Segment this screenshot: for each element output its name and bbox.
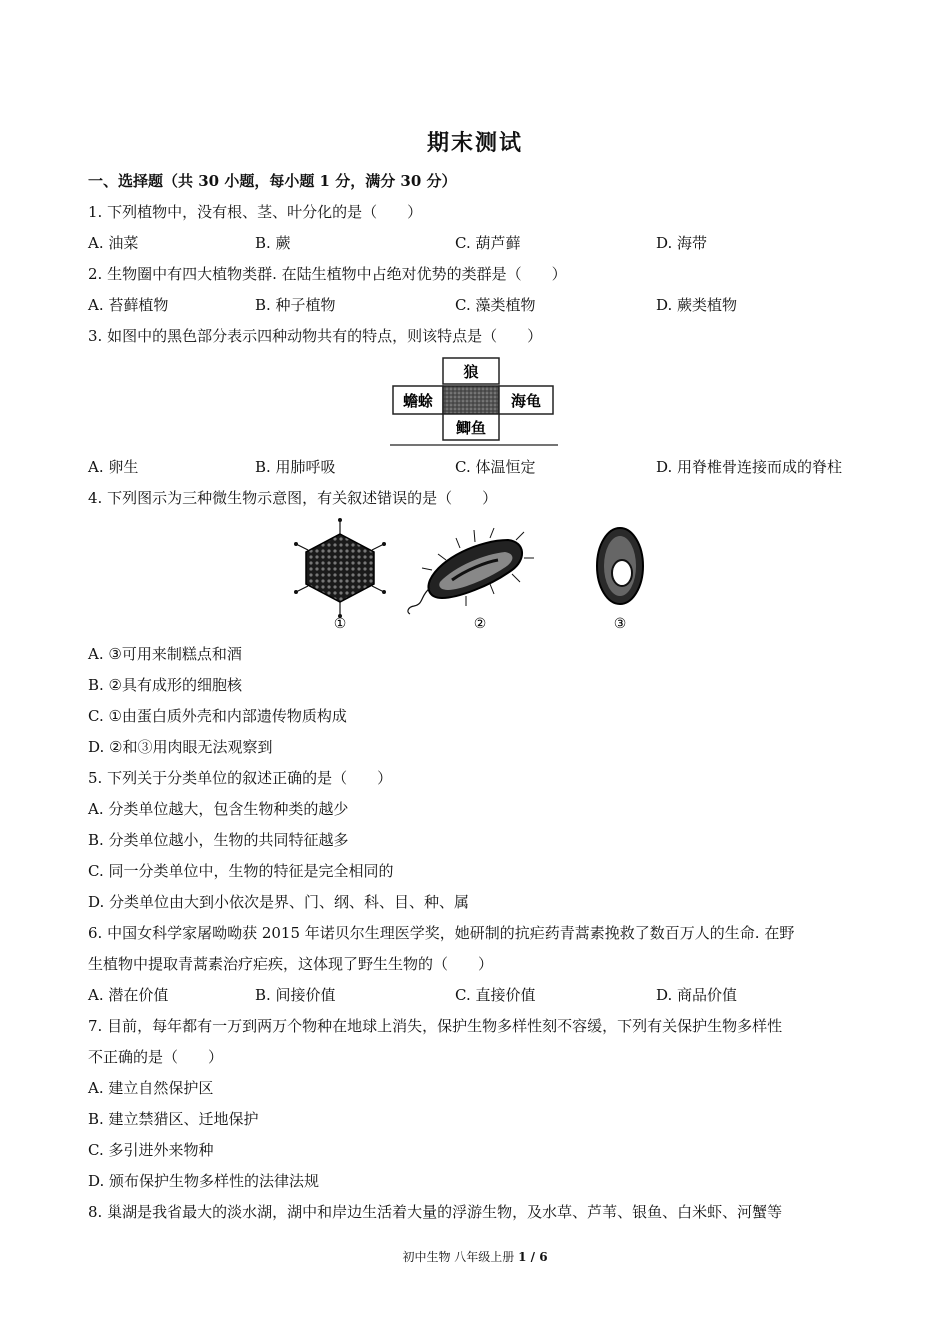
q2-option-b: B. 种子植物 [255, 296, 336, 314]
question-3-stem: 3. 如图中的黑色部分表示四种动物共有的特点，则该特点是（ ） [88, 327, 543, 345]
question-1-stem: 1. 下列植物中，没有根、茎、叶分化的是（ ） [88, 203, 423, 221]
question-2-stem: 2. 生物圈中有四大植物类群. 在陆生植物中占绝对优势的类群是（ ） [88, 265, 567, 283]
label-carp: 鲫鱼 [455, 419, 487, 437]
label-turtle: 海龟 [510, 392, 542, 410]
q4-option-d: D. ②和③用肉眼无法观察到 [88, 738, 273, 756]
figure-label-3: ③ [613, 616, 627, 632]
q1-option-a: A. 油菜 [88, 234, 139, 252]
q6-option-b: B. 间接价值 [255, 986, 336, 1004]
q4-option-a: A. ③可用来制糕点和酒 [88, 645, 242, 663]
q2-option-a: A. 苔藓植物 [88, 296, 169, 314]
animal-cross-diagram [390, 356, 560, 448]
shared-black-center [443, 386, 499, 414]
q7-option-d: D. 颁布保护生物多样性的法律法规 [88, 1172, 320, 1190]
virus-icon [294, 518, 386, 618]
page-number: 1 / 6 [518, 1250, 548, 1264]
question-4-stem: 4. 下列图示为三种微生物示意图，有关叙述错误的是（ ） [88, 489, 498, 507]
bacterium-icon [408, 528, 534, 614]
figure-label-2: ② [473, 616, 487, 632]
page-footer [0, 1248, 950, 1265]
q5-option-a: A. 分类单位越大，包含生物种类的越少 [88, 800, 349, 818]
question-8-stem-line1: 8. 巢湖是我省最大的淡水湖，湖中和岸边生活着大量的浮游生物，及水草、芦苇、银鱼、白米虾、河蟹等 [88, 1203, 783, 1221]
page-title: 期末测试 [426, 130, 523, 156]
question-6-stem-line2: 生植物中提取青蒿素治疗疟疾，这体现了野生生物的（ ） [88, 955, 494, 973]
q5-option-c: C. 同一分类单位中，生物的特征是完全相同的 [88, 862, 394, 880]
footer-subject: 初中生物 八年级上册 [402, 1250, 515, 1264]
question-6-stem-line1: 6. 中国女科学家屠呦呦获 2015 年诺贝尔生理医学奖，她研制的抗疟药青蒿素挽救了数百万人的生命. 在野 [88, 924, 795, 942]
q2-option-d: D. 蕨类植物 [656, 296, 738, 314]
q5-option-d: D. 分类单位由大到小依次是界、门、纲、科、目、种、属 [88, 893, 470, 911]
q3-option-d: D. 用脊椎骨连接而成的脊柱 [656, 458, 843, 476]
q6-option-a: A. 潜在价值 [88, 986, 169, 1004]
q1-option-d: D. 海带 [656, 234, 708, 252]
label-toad: 蟾蜍 [402, 392, 434, 410]
microbe-figure [290, 518, 660, 634]
question-5-stem: 5. 下列关于分类单位的叙述正确的是（ ） [88, 769, 393, 787]
question-7-stem-line1: 7. 目前，每年都有一万到两万个物种在地球上消失，保护生物多样性刻不容缓，下列有关保护生物多样性 [88, 1017, 783, 1035]
section-heading: 一、选择题（共 30 小题，每小题 1 分，满分 30 分） [88, 172, 457, 190]
q1-option-c: C. 葫芦藓 [455, 234, 521, 252]
q2-option-c: C. 藻类植物 [455, 296, 536, 314]
q7-option-c: C. 多引进外来物种 [88, 1141, 214, 1159]
yeast-cell-icon [597, 528, 643, 604]
q3-option-a: A. 卵生 [88, 458, 139, 476]
q3-option-b: B. 用肺呼吸 [255, 458, 336, 476]
question-7-stem-line2: 不正确的是（ ） [88, 1048, 224, 1066]
q4-option-c: C. ①由蛋白质外壳和内部遗传物质构成 [88, 707, 347, 725]
q4-option-b: B. ②具有成形的细胞核 [88, 676, 243, 694]
figure-label-1: ① [333, 616, 347, 632]
q6-option-d: D. 商品价值 [656, 986, 738, 1004]
label-wolf: 狼 [463, 363, 479, 381]
q1-option-b: B. 蕨 [255, 234, 291, 252]
q7-option-a: A. 建立自然保护区 [88, 1079, 214, 1097]
q5-option-b: B. 分类单位越小，生物的共同特征越多 [88, 831, 349, 849]
q7-option-b: B. 建立禁猎区、迁地保护 [88, 1110, 259, 1128]
q6-option-c: C. 直接价值 [455, 986, 536, 1004]
q3-option-c: C. 体温恒定 [455, 458, 536, 476]
